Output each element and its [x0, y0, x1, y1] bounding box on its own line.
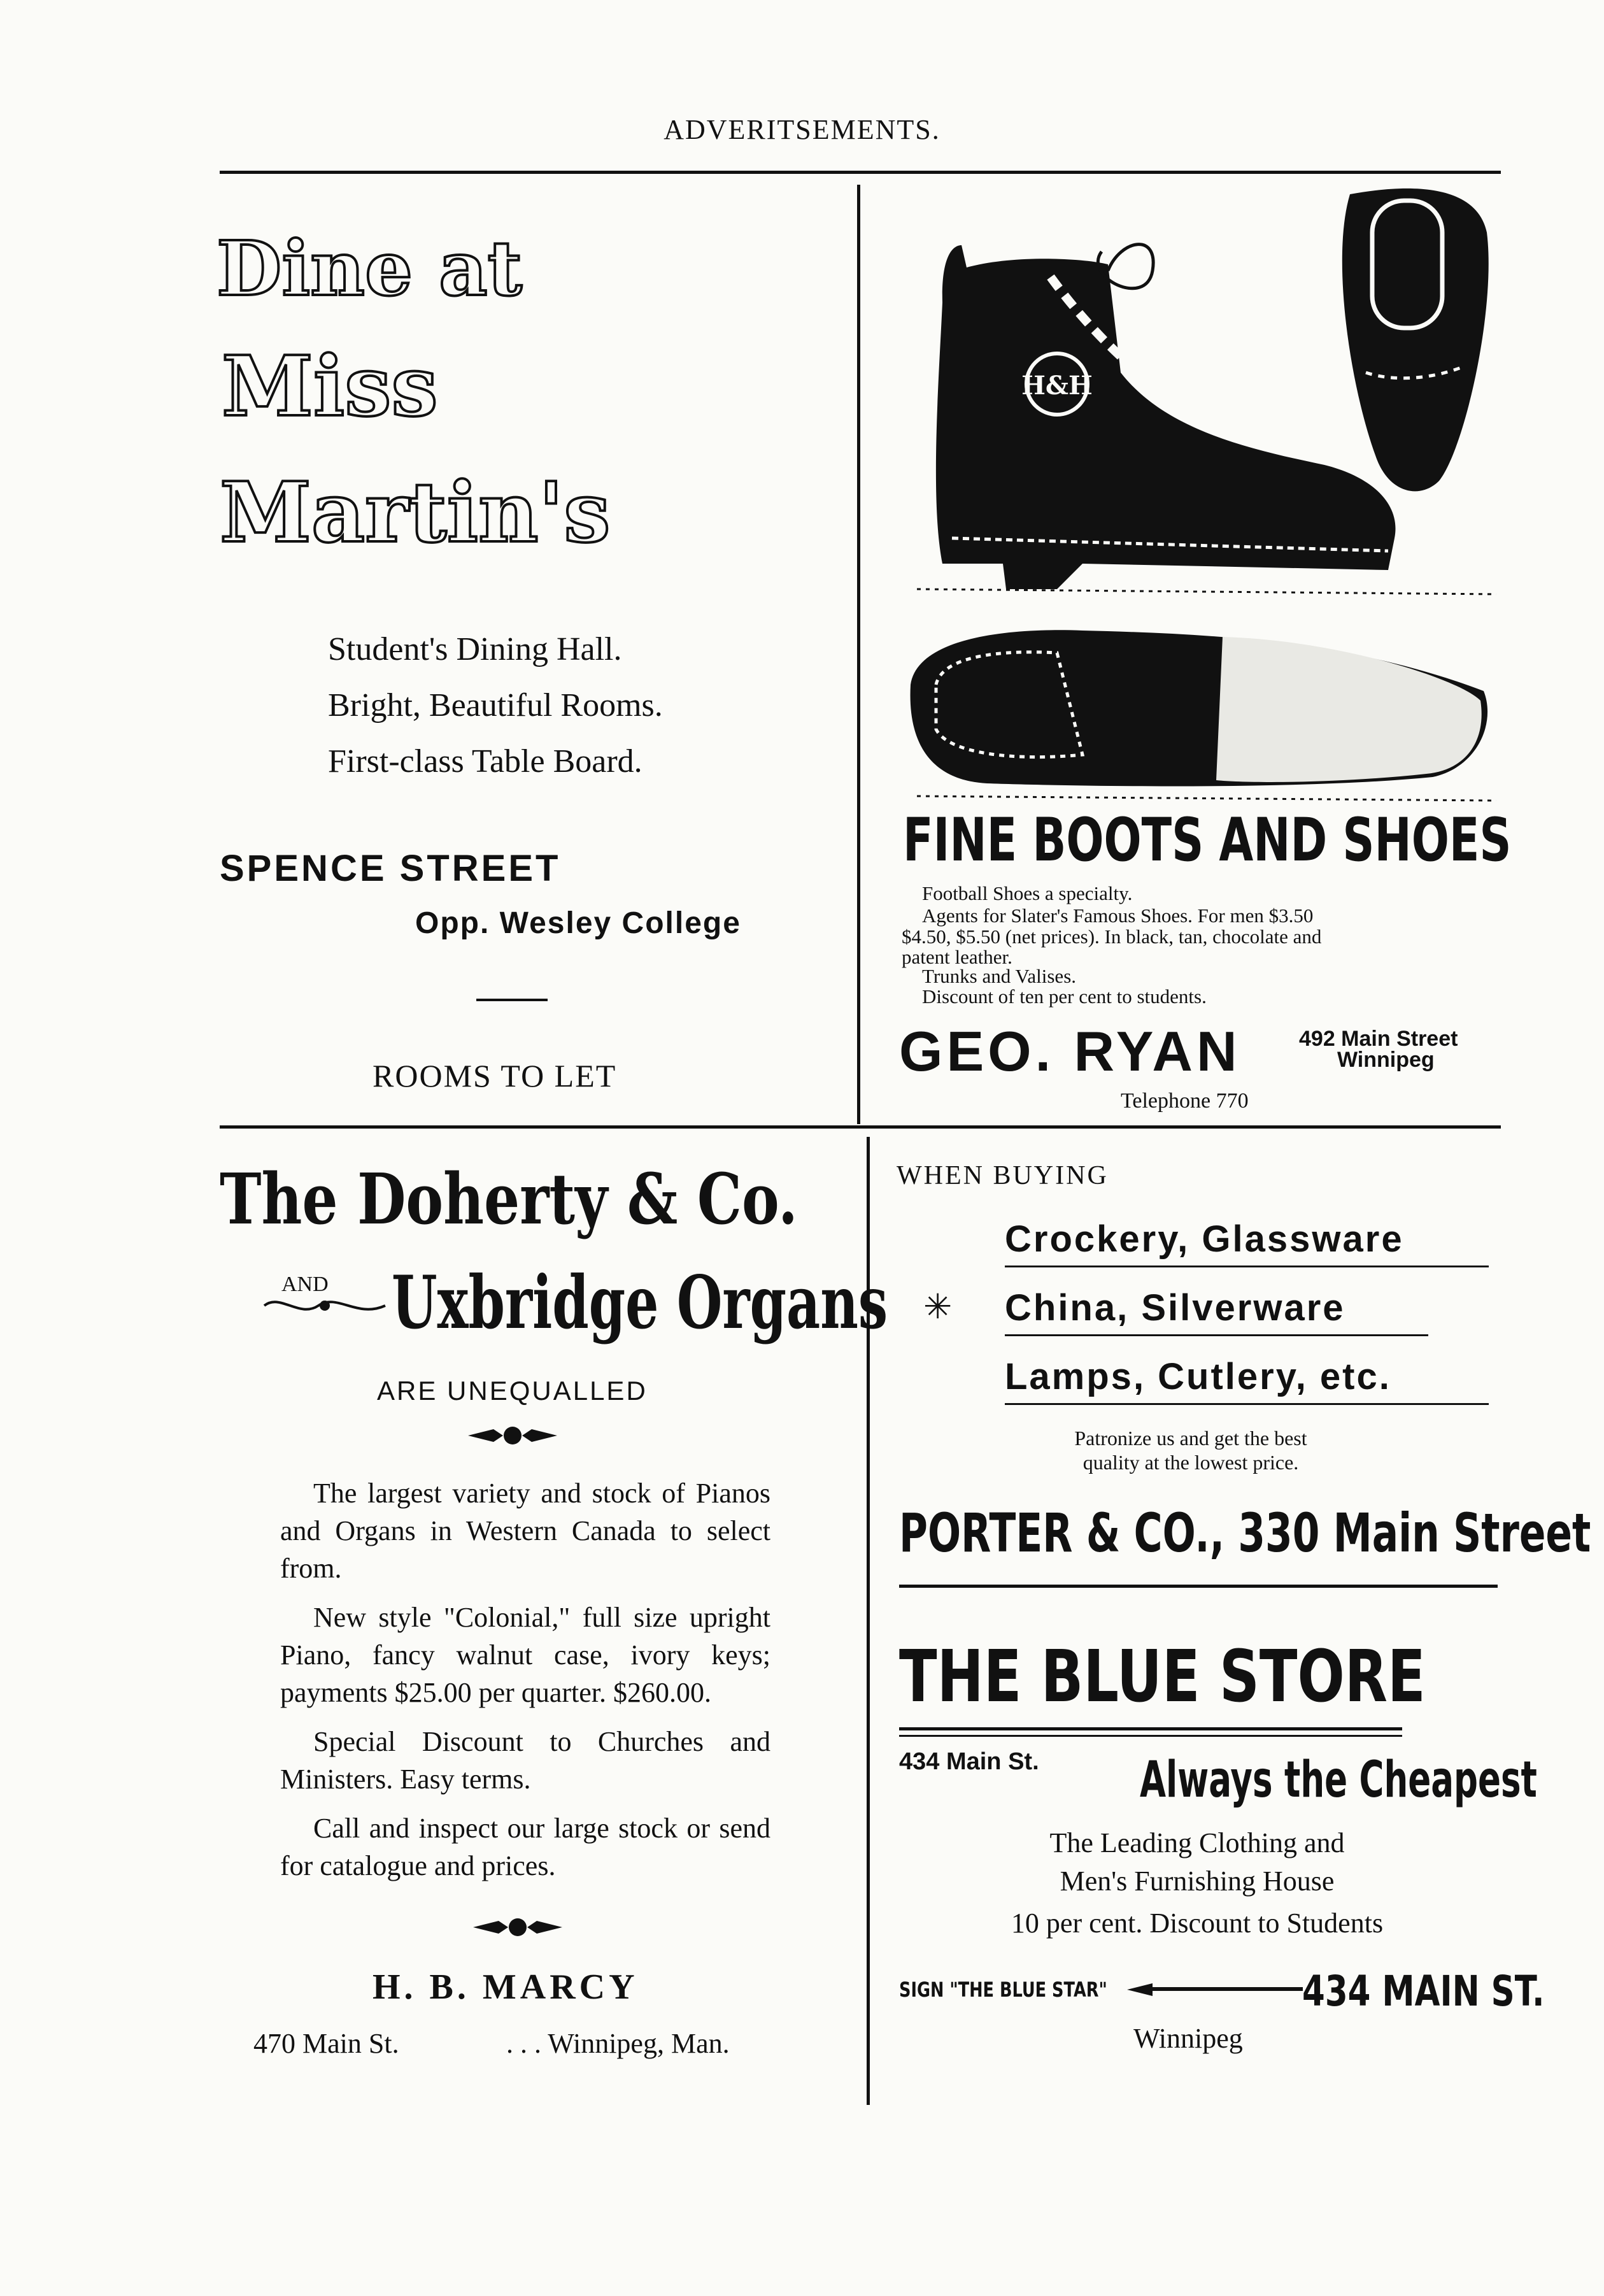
blue-title: THE BLUE STORE: [899, 1636, 1426, 1718]
porter-line-1: Crockery, Glassware: [1005, 1218, 1404, 1260]
page-header: ADVERITSEMENTS.: [664, 114, 940, 145]
ryan-line-3: $4.50, $5.50 (net prices). In black, tan, chocolate and: [902, 925, 1322, 948]
ryan-line-2: Agents for Slater's Famous Shoes. For men $3.50: [922, 904, 1314, 927]
doherty-unequalled: ARE UNEQUALLED: [377, 1376, 648, 1406]
porter-patronize-1: Patronize us and get the best: [1074, 1427, 1307, 1450]
divider-ornament-1: [465, 1422, 560, 1450]
porter-patronize-2: quality at the lowest price.: [1082, 1451, 1299, 1474]
porter-underline-2: [1005, 1334, 1428, 1336]
porter-name: PORTER & CO., 330 Main Street: [899, 1502, 1591, 1564]
arrow-icon: [1127, 1981, 1305, 1999]
porter-line-2: China, Silverware: [1005, 1287, 1345, 1329]
boot-illustration: [891, 182, 1503, 809]
doherty-paragraph-1: The largest variety and stock of Pianos and Organs in Western Canada to select from.: [280, 1478, 770, 1584]
blue-address-big: 434 MAIN ST.: [1302, 1967, 1545, 2016]
porter-underline-1: [1005, 1266, 1489, 1267]
doherty-body: [280, 1474, 770, 1896]
ryan-address-2: Winnipeg: [1337, 1048, 1435, 1072]
boot-logo-text: H&H: [1021, 371, 1093, 401]
flourish-ornament: [261, 1293, 388, 1318]
doherty-city: . . . Winnipeg, Man.: [506, 2028, 730, 2059]
ryan-name: GEO. RYAN: [899, 1020, 1241, 1083]
horizontal-divider: [220, 1125, 1501, 1129]
martin-feature-2: Bright, Beautiful Rooms.: [328, 687, 663, 724]
ryan-line-6: Discount of ten per cent to students.: [922, 985, 1207, 1008]
blue-rule-1: [899, 1727, 1402, 1730]
martin-line2: Miss: [222, 338, 438, 435]
blue-city: Winnipeg: [1133, 2023, 1243, 2054]
blue-sign: SIGN "THE BLUE STAR": [899, 1978, 1107, 2002]
blue-line-1: The Leading Clothing and: [1049, 1827, 1345, 1858]
doherty-title: The Doherty & Co.: [220, 1158, 798, 1240]
ryan-telephone: Telephone 770: [1121, 1089, 1249, 1113]
porter-intro: WHEN BUYING: [897, 1161, 1109, 1190]
doherty-paragraph-2: New style "Colonial," full size upright Piano, fancy walnut case, ivory keys; payments $25.00 per quarter. $260.00.: [280, 1602, 770, 1708]
blue-line-2: Men's Furnishing House: [1060, 1865, 1335, 1897]
martin-opp: Opp. Wesley College: [415, 906, 741, 940]
doherty-address: 470 Main St.: [253, 2028, 399, 2059]
martin-line3: Martin's: [220, 464, 611, 561]
doherty-organs: Uxbridge Organs: [392, 1260, 888, 1345]
martin-rooms: ROOMS TO LET: [373, 1058, 617, 1094]
ryan-line-5: Trunks and Valises.: [922, 965, 1077, 987]
divider-ornament-2: [470, 1913, 565, 1941]
vertical-divider-top: [857, 185, 860, 1124]
doherty-paragraph-4: Call and inspect our large stock or send for catalogue and prices.: [280, 1813, 770, 1881]
martin-line1: Dine at: [216, 224, 523, 313]
blue-rule-2: [899, 1735, 1402, 1737]
porter-underline-3: [1005, 1403, 1489, 1405]
porter-line-3: Lamps, Cutlery, etc.: [1005, 1356, 1391, 1397]
doherty-name: H. B. MARCY: [373, 1967, 639, 2007]
ryan-line-4: patent leather.: [902, 946, 1012, 968]
blue-slogan: Always the Cheapest: [1140, 1751, 1537, 1809]
martin-street: SPENCE STREET: [220, 848, 561, 889]
porter-rule: [899, 1585, 1498, 1588]
martin-short-rule: [476, 999, 548, 1001]
ryan-headline: FINE BOOTS AND SHOES: [903, 806, 1512, 875]
martin-feature-3: First-class Table Board.: [328, 743, 642, 780]
blue-address: 434 Main St.: [899, 1748, 1039, 1775]
blue-line-3: 10 per cent. Discount to Students: [1011, 1907, 1384, 1939]
doherty-and: AND: [281, 1273, 329, 1296]
ryan-address-1: 492 Main Street: [1299, 1027, 1458, 1051]
doherty-paragraph-3: Special Discount to Churches and Ministers. Easy terms.: [280, 1726, 770, 1795]
martin-feature-1: Student's Dining Hall.: [328, 631, 622, 667]
porter-star: ✳: [923, 1288, 953, 1326]
ryan-line-1: Football Shoes a specialty.: [922, 882, 1133, 904]
header-rule: [220, 171, 1501, 174]
